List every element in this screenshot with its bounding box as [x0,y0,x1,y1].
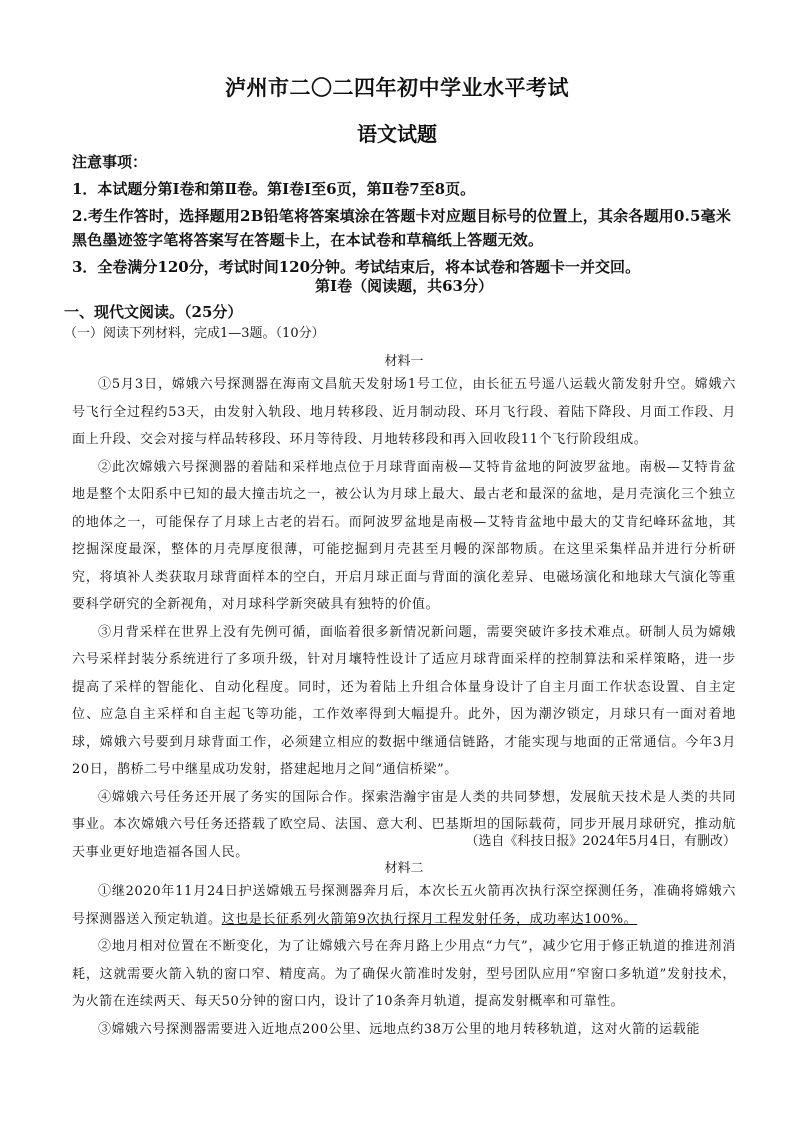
section-instruction: （一）阅读下列材料，完成1—3题。（10分） [64,326,325,341]
material-one-paragraph-4: ④嫦娥六号任务还开展了务实的国际合作。探索浩瀚宇宙是人类的共同梦想，发展航天技术是人类的共同事业。本次嫦娥六号任务还搭载了欧空局、法国、意大利、巴基斯坦的国际载荷，同步开展月球研究，推动航天事业更好地造福各国人民。 [72,789,736,860]
material-one-body [72,371,736,866]
material-one-source: （选自《科技日报》2024年5月4日，有删改） [465,834,736,849]
underlined-sentence: 这也是长征系列火箭第9次执行探月工程发射任务，成功率达100%。 [221,911,638,927]
part-title: 第Ⅰ卷（阅读题，共63分） [315,277,493,295]
notes-item-1: 1．本试题分第Ⅰ卷和第Ⅱ卷。第Ⅰ卷Ⅰ至6页，第Ⅱ卷7至8页。 [72,180,476,198]
notes-item-3: 3．全卷满分120分，考试时间120分钟。考试结束后，将本试卷和答题卡一并交回。 [72,258,641,276]
exam-title: 泸州市二〇二四年初中学业水平考试 [225,75,569,100]
notes-item-2: 2.考生作答时，选择题用2B铅笔将答案填涂在答题卡对应题目标号的位置上，其余各题用0.5毫米黑色墨迹签字笔将答案写在答题卡上，在本试卷和草稿纸上答题无效。 [72,207,732,249]
material-two-label: 材料二 [384,861,424,876]
material-one-paragraph-2: ②此次嫦娥六号探测器的着陆和采样地点位于月球背面南极—艾特肯盆地的阿波罗盆地。南极—艾特肯盆地是整个太阳系中已知的最大撞击坑之一，被公认为月球上最大、最古老和最深的盆地，是月壳演化三个独立的地体之一，可能保存了月球上古老的岩石。而阿波罗盆地是南极—艾特肯盆地中最大的艾肯纪峰环盆地，其挖掘深度最深，整体的月壳厚度很薄，可能挖掘到月壳甚至月幔的深部物质。在这里采集样品并进行分析研究，将填补人类获取月球背面样本的空白，开启月球正面与背面的演化差异、电磁场演化和地球大气演化等重要科学研究的全新视角，对月球科学新突破具有独特的价值。 [72,459,736,612]
material-one-paragraph-3: ③月背采样在世界上没有先例可循，面临着很多新情况新问题，需要突破许多技术难点。研制人员为嫦娥六号采样封装分系统进行了多项升级，针对月壤特性设计了适应月球背面采样的控制算法和采样策略，进一步提高了采样的智能化、自动化程度。同时，还为着陆上升组合体量身设计了自主月面工作状态设置、自主定位、应急自主采样和自主起飞等功能，工作效率得到大幅提升。此外，因为潮汐锁定，月球只有一面对着地球，嫦娥六号要到月球背面工作，必须建立相应的数据中继通信链路，才能实现与地面的正常通信。今年3月20日，鹊桥二号中继星成功发射，搭建起地月之间“通信桥梁”。 [72,624,736,777]
notes-heading: 注意事项： [72,153,148,171]
material-one-label: 材料一 [384,354,424,369]
material-two-body [72,878,736,1043]
material-two-paragraph-1-text: ①继2020年11月24日护送嫦娥五号探测器奔月后，本次长五火箭再次执行深空探测任务，准确将嫦娥六号探测器送入预定轨道。 [72,884,736,927]
material-two-paragraph-2: ②地月相对位置在不断变化，为了让嫦娥六号在奔月路上少用点“力气”，减少它用于修正轨道的推进剂消耗，这就需要火箭入轨的窗口窄、精度高。为了确保火箭准时发射，型号团队应用“窄窗口多轨道”发射技术，为火箭在连续两天、每天50分钟的窗口内，设计了10条奔月轨道，提高发射概率和可靠性。 [72,939,736,1009]
section-heading: 一、现代文阅读。（25分） [64,303,243,321]
material-two-paragraph-3: ③嫦娥六号探测器需要进入近地点200公里、远地点约38万公里的地月转移轨道，这对火箭的运载能 [98,1021,700,1037]
material-one-paragraph-1: ①5月3日，嫦娥六号探测器在海南文昌航天发射场1号工位，由长征五号遥八运载火箭发射升空。嫦娥六号飞行全过程约53天，由发射入轨段、地月转移段、近月制动段、环月飞行段、着陆下降段、月面工作段、月面上升段、交会对接与样品转移段、环月等待段、月地转移段和再入回收段11个飞行阶段组成。 [72,377,736,447]
exam-subtitle: 语文试题 [357,122,437,146]
notes-block [72,150,736,279]
material-two-paragraph-1 [72,878,736,933]
